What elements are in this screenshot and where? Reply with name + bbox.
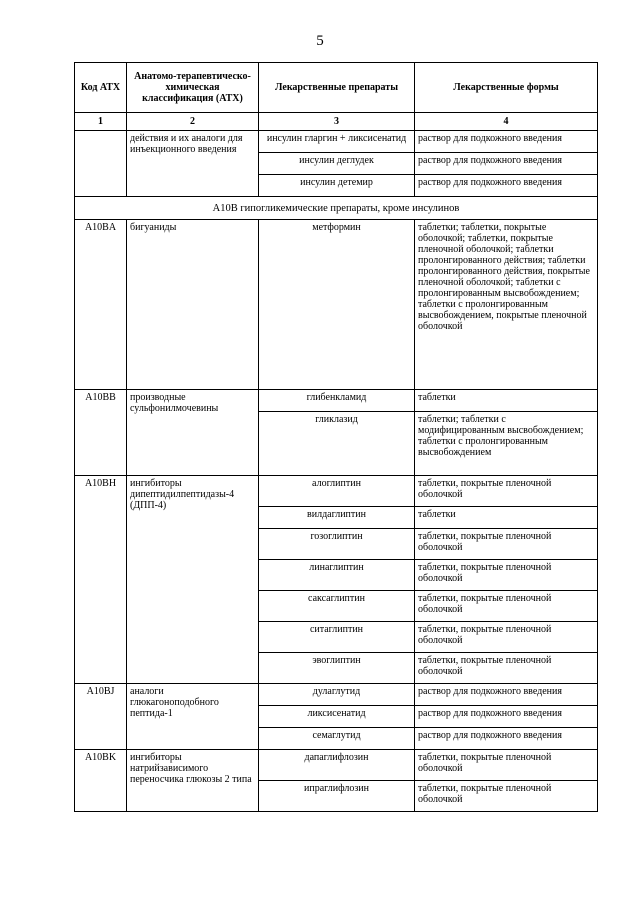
- classification-cell: ингибиторы дипептидилпептидазы-4 (ДПП-4): [127, 476, 259, 684]
- drug-cell: дулаглутид: [259, 684, 415, 706]
- code-cell: A10BK: [75, 750, 127, 812]
- col-number-2: 2: [127, 113, 259, 131]
- page-number: 5: [316, 33, 324, 49]
- drug-cell: линаглиптин: [259, 560, 415, 591]
- drug-cell: эвоглиптин: [259, 653, 415, 684]
- header-drugs: Лекарственные препараты: [259, 63, 415, 113]
- header-classification: Анатомо-терапевтическо-химическая классификация (АТХ): [127, 63, 259, 113]
- classification-cell: действия и их аналоги для инъекционного введения: [127, 131, 259, 197]
- header-code: Код АТХ: [75, 63, 127, 113]
- code-cell: [75, 131, 127, 197]
- drug-cell: инсулин гларгин + ликсисенатид: [259, 131, 415, 153]
- drug-cell: вилдаглиптин: [259, 507, 415, 529]
- header-forms: Лекарственные формы: [415, 63, 598, 113]
- drug-cell: ситаглиптин: [259, 622, 415, 653]
- col-number-3: 3: [259, 113, 415, 131]
- group-heading: A10B гипогликемические препараты, кроме инсулинов: [75, 197, 598, 220]
- drug-cell: глибенкламид: [259, 390, 415, 412]
- form-cell: таблетки, покрытые пленочной оболочкой: [415, 560, 598, 591]
- drug-cell: метформин: [259, 220, 415, 390]
- drug-cell: ипраглифлозин: [259, 781, 415, 812]
- drug-cell: инсулин деглудек: [259, 153, 415, 175]
- table-row: [75, 390, 598, 412]
- drug-cell: ликсисенатид: [259, 706, 415, 728]
- form-cell: таблетки, покрытые пленочной оболочкой: [415, 781, 598, 812]
- table-row: [75, 131, 598, 153]
- form-cell: таблетки; таблетки, покрытые оболочкой; таблетки, покрытые пленочной оболочкой; таблетки пролонгированного действия; таблетки пролонгированного действия, покрытые пленочной оболочкой; таблетки с пролонгированным высвобождением; таблетки с пролонгированным высвобождением, покрытые пленочной оболочкой: [415, 220, 598, 390]
- atc-table: [74, 62, 598, 812]
- drug-cell: саксаглиптин: [259, 591, 415, 622]
- code-cell: A10BH: [75, 476, 127, 684]
- column-number-row: [75, 113, 598, 131]
- table-row: [75, 476, 598, 507]
- header-row: [75, 63, 598, 113]
- form-cell: раствор для подкожного введения: [415, 131, 598, 153]
- classification-cell: ингибиторы натрийзависимого переносчика глюкозы 2 типа: [127, 750, 259, 812]
- col-number-1: 1: [75, 113, 127, 131]
- classification-cell: аналоги глюкагоноподобного пептида-1: [127, 684, 259, 750]
- classification-cell: бигуаниды: [127, 220, 259, 390]
- form-cell: раствор для подкожного введения: [415, 175, 598, 197]
- group-heading-row: [75, 197, 598, 220]
- drug-cell: дапаглифлозин: [259, 750, 415, 781]
- form-cell: таблетки: [415, 507, 598, 529]
- form-cell: таблетки, покрытые пленочной оболочкой: [415, 476, 598, 507]
- drug-cell: гликлазид: [259, 412, 415, 476]
- code-cell: A10BA: [75, 220, 127, 390]
- drug-cell: инсулин детемир: [259, 175, 415, 197]
- table-row: [75, 750, 598, 781]
- drug-cell: гозоглиптин: [259, 529, 415, 560]
- form-cell: раствор для подкожного введения: [415, 706, 598, 728]
- classification-cell: производные сульфонилмочевины: [127, 390, 259, 476]
- form-cell: раствор для подкожного введения: [415, 153, 598, 175]
- table-row: [75, 684, 598, 706]
- drug-cell: семаглутид: [259, 728, 415, 750]
- form-cell: таблетки; таблетки с модифицированным высвобождением; таблетки с пролонгированным высвобождением: [415, 412, 598, 476]
- table-row: [75, 220, 598, 390]
- form-cell: раствор для подкожного введения: [415, 684, 598, 706]
- form-cell: таблетки, покрытые пленочной оболочкой: [415, 622, 598, 653]
- code-cell: A10BJ: [75, 684, 127, 750]
- code-cell: A10BB: [75, 390, 127, 476]
- form-cell: раствор для подкожного введения: [415, 728, 598, 750]
- form-cell: таблетки, покрытые пленочной оболочкой: [415, 529, 598, 560]
- form-cell: таблетки: [415, 390, 598, 412]
- form-cell: таблетки, покрытые пленочной оболочкой: [415, 591, 598, 622]
- form-cell: таблетки, покрытые пленочной оболочкой: [415, 750, 598, 781]
- drug-cell: алоглиптин: [259, 476, 415, 507]
- form-cell: таблетки, покрытые пленочной оболочкой: [415, 653, 598, 684]
- col-number-4: 4: [415, 113, 598, 131]
